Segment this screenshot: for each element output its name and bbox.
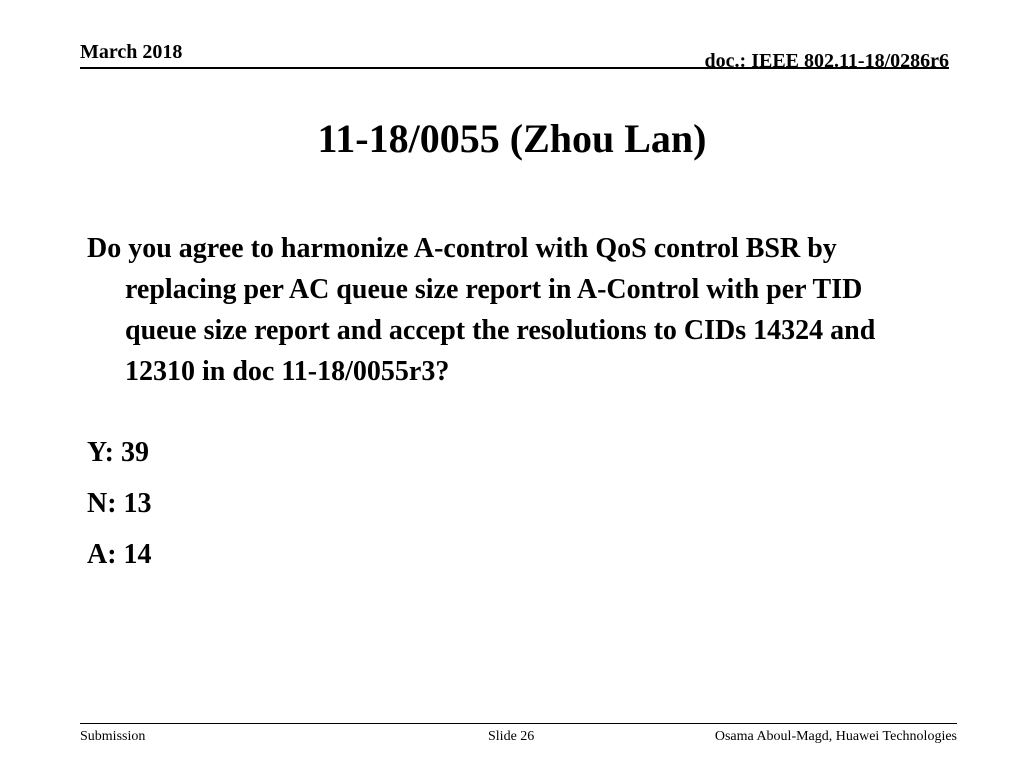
vote-no: N: 13 (87, 488, 152, 519)
footer-slide-number: Slide 26 (488, 729, 535, 744)
footer-divider (80, 723, 957, 724)
motion-question: Do you agree to harmonize A-control with QoS control BSR by replacing per AC queue size report in A-Control with per TID queue size report and accept the resolutions to CIDs 14324 and 12310 in doc 11-18/0055r3? (87, 233, 876, 387)
header-divider (80, 67, 949, 69)
footer-author: Osama Aboul-Magd, Huawei Technologies (714, 729, 957, 744)
vote-abstain: A: 14 (87, 539, 152, 570)
vote-yes: Y: 39 (87, 437, 149, 468)
header-date: March 2018 (80, 41, 183, 63)
slide-title: 11-18/0055 (Zhou Lan) (317, 116, 707, 161)
slide-body (87, 228, 937, 575)
header-doc-id: doc.: IEEE 802.11-18/0286r6 (704, 50, 949, 72)
footer-submission: Submission (80, 729, 146, 744)
